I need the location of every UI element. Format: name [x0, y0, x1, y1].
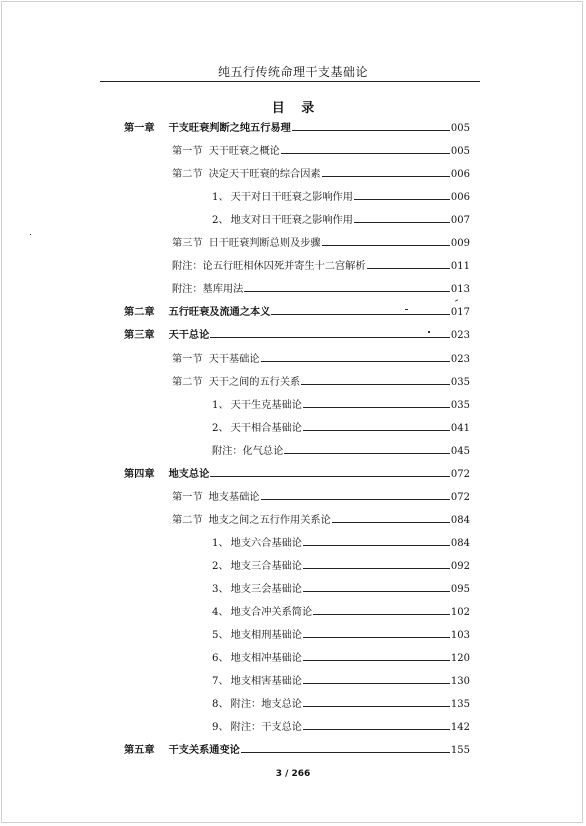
toc-entry-page: 023: [450, 330, 470, 341]
toc-entry[interactable]: [124, 326, 470, 342]
toc-entry-number: 第四章: [124, 468, 155, 480]
toc-entry-title: 地支相冲基础论: [230, 653, 302, 664]
toc-entry-number: 第五章: [124, 744, 155, 756]
toc-entry-page: 142: [450, 722, 470, 733]
toc-leader-line: [354, 222, 450, 223]
toc-entry[interactable]: [212, 649, 470, 665]
toc-entry-number: 第二节: [172, 169, 203, 180]
toc-entry-number: 1、: [212, 192, 229, 203]
toc-entry-page: 035: [450, 377, 470, 388]
toc-heading: 目 录: [271, 101, 315, 116]
toc-leader-line: [210, 476, 450, 477]
toc-entry-page: 041: [450, 423, 470, 434]
toc-entry-title: 地支六合基础论: [230, 538, 302, 549]
toc-leader-line: [303, 407, 450, 408]
toc-leader-line: [303, 545, 450, 546]
toc-leader-line: [301, 384, 450, 385]
toc-entry[interactable]: [212, 442, 470, 458]
toc-entry-page: 035: [450, 400, 470, 411]
toc-leader-line: [292, 130, 450, 131]
toc-entry-number: 第二节: [172, 515, 203, 526]
toc-entry-title: 地支相刑基础论: [230, 630, 302, 641]
toc-entry-title: 日干旺衰判断总则及步骤: [208, 238, 321, 249]
toc-leader-line: [303, 683, 450, 684]
toc-entry[interactable]: [172, 350, 470, 366]
toc-entry[interactable]: [172, 234, 470, 250]
toc-entry-title: 附注：化气总论: [212, 446, 284, 457]
toc-entry[interactable]: [172, 142, 470, 158]
toc-entry[interactable]: [212, 188, 470, 204]
toc-entry[interactable]: [172, 511, 470, 527]
toc-leader-line: [367, 268, 450, 269]
header-rule: [100, 81, 480, 82]
toc-entry[interactable]: [172, 165, 470, 181]
toc-entry-title: 附注：地支总论: [230, 699, 302, 710]
toc-entry[interactable]: [212, 396, 470, 412]
toc-leader-line: [281, 153, 450, 154]
toc-entry-page: 102: [450, 607, 470, 618]
toc-entry[interactable]: [212, 672, 470, 688]
toc-leader-line: [303, 568, 450, 569]
toc-entry-title: 地支三合基础论: [230, 561, 302, 572]
toc-entry-page: 005: [450, 146, 470, 157]
toc-entry-number: 第一节: [172, 354, 203, 365]
toc-entry[interactable]: [212, 626, 470, 642]
toc-entry-page: 084: [450, 538, 470, 549]
toc-entry[interactable]: [212, 603, 470, 619]
toc-entry-title: 干支关系通变论: [168, 744, 240, 756]
toc-entry-page: 017: [450, 307, 470, 318]
toc-entry-title: 天干总论: [168, 329, 210, 341]
toc-entry-page: 135: [450, 699, 470, 710]
toc-entry-page: 006: [450, 169, 470, 180]
toc-leader-line: [210, 337, 450, 338]
scan-mark: [405, 309, 408, 310]
toc-entry[interactable]: [124, 465, 470, 481]
toc-leader-line: [303, 591, 450, 592]
toc-entry[interactable]: [212, 419, 470, 435]
toc-leader-line: [303, 729, 450, 730]
toc-entry[interactable]: [124, 741, 470, 757]
toc-entry-page: 095: [450, 584, 470, 595]
toc-entry[interactable]: [212, 557, 470, 573]
toc-entry-page: 120: [450, 653, 470, 664]
toc-entry-title: 天干相合基础论: [230, 423, 302, 434]
toc-entry-page: 072: [450, 469, 470, 480]
toc-entry-page: 009: [450, 238, 470, 249]
toc-entry-title: 决定天干旺衰的综合因素: [208, 169, 321, 180]
toc-entry-title: 地支合冲关系简论: [230, 607, 313, 618]
toc-entry[interactable]: [124, 119, 470, 135]
toc-entry-number: 第二节: [172, 377, 203, 388]
toc-entry-page: 006: [450, 192, 470, 203]
toc-entry-page: 130: [450, 676, 470, 687]
toc-entry-title: 地支对日干旺衰之影响作用: [230, 215, 353, 226]
toc-leader-line: [322, 176, 450, 177]
toc-entry[interactable]: [172, 373, 470, 389]
toc-leader-line: [303, 706, 450, 707]
toc-entry-number: 第三节: [172, 238, 203, 249]
toc-entry-number: 第一章: [124, 122, 155, 134]
scan-mark: [428, 331, 430, 333]
toc-entry-number: 2、: [212, 215, 229, 226]
scan-mark: [30, 234, 31, 235]
toc-entry-number: 7、: [212, 676, 229, 687]
toc-entry-title: 地支总论: [168, 468, 210, 480]
toc-entry-title: 地支基础论: [208, 492, 260, 503]
toc-entry-title: 天干对日干旺衰之影响作用: [230, 192, 353, 203]
toc-leader-line: [244, 291, 450, 292]
toc-entry-title: 地支三会基础论: [230, 584, 302, 595]
toc-entry-title: 附注：墓库用法: [172, 284, 244, 295]
toc-entry-page: 005: [450, 123, 470, 134]
toc-entry-title: 附注：干支总论: [230, 722, 302, 733]
toc-leader-line: [241, 752, 450, 753]
toc-entry-page: 092: [450, 561, 470, 572]
toc-entry-number: 2、: [212, 423, 229, 434]
toc-entry-title: 天干之间的五行关系: [208, 377, 301, 388]
toc-entry-title: 地支之间之五行作用关系论: [208, 515, 331, 526]
toc-entry-number: 3、: [212, 584, 229, 595]
toc-entry-page: 103: [450, 630, 470, 641]
toc-entry-number: 1、: [212, 538, 229, 549]
toc-entry[interactable]: [212, 695, 470, 711]
toc-entry[interactable]: [172, 257, 470, 273]
toc-entry-number: 2、: [212, 561, 229, 572]
toc-leader-line: [284, 453, 450, 454]
toc-entry[interactable]: [212, 580, 470, 596]
toc-leader-line: [303, 660, 450, 661]
toc-leader-line: [354, 199, 450, 200]
toc-entry-number: 第一节: [172, 492, 203, 503]
toc-entry[interactable]: [172, 488, 470, 504]
toc-entry-number: 5、: [212, 630, 229, 641]
toc-entry-page: 023: [450, 354, 470, 365]
toc-entry-page: 045: [450, 446, 470, 457]
toc-entry[interactable]: [124, 303, 470, 319]
toc-leader-line: [313, 614, 450, 615]
toc-entry-title: 五行旺衰及流通之本义: [168, 306, 271, 318]
toc-entry-page: 072: [450, 492, 470, 503]
page-number: 3 / 266: [275, 769, 311, 779]
toc-leader-line: [322, 245, 450, 246]
toc-entry-page: 007: [450, 215, 470, 226]
toc-entry-title: 附注：论五行旺相休囚死并寄生十二宫解析: [172, 261, 366, 272]
toc-leader-line: [271, 314, 449, 315]
toc-entry-page: 011: [450, 261, 470, 272]
toc-entry-number: 4、: [212, 607, 229, 618]
toc-leader-line: [303, 637, 450, 638]
toc-leader-line: [303, 430, 450, 431]
toc-entry-title: 天干生克基础论: [230, 400, 302, 411]
toc-entry-title: 干支旺衰判断之纯五行易理: [168, 122, 291, 134]
toc-entry-page: 155: [450, 745, 470, 756]
toc-entry-title: 天干基础论: [208, 354, 260, 365]
toc-leader-line: [332, 522, 450, 523]
toc-entry-number: 第一节: [172, 146, 203, 157]
toc-entry-page: 084: [450, 515, 470, 526]
toc-entry-number: 1、: [212, 400, 229, 411]
toc-entry[interactable]: [212, 718, 470, 734]
toc-entry-title: 天干旺衰之概论: [208, 146, 280, 157]
toc-entry[interactable]: [212, 534, 470, 550]
toc-entry-number: 第三章: [124, 329, 155, 341]
toc-entry-page: 013: [450, 284, 470, 295]
toc-leader-line: [261, 361, 450, 362]
toc-entry-number: 第二章: [124, 306, 155, 318]
toc-leader-line: [261, 499, 450, 500]
toc-entry[interactable]: [212, 211, 470, 227]
toc-entry-number: 8、: [212, 699, 229, 710]
toc-entry-number: 9、: [212, 722, 229, 733]
document-header-title: 纯五行传统命理干支基础论: [217, 65, 368, 79]
toc-entry-number: 6、: [212, 653, 229, 664]
toc-entry[interactable]: [172, 280, 470, 296]
toc-entry-title: 地支相害基础论: [230, 676, 302, 687]
